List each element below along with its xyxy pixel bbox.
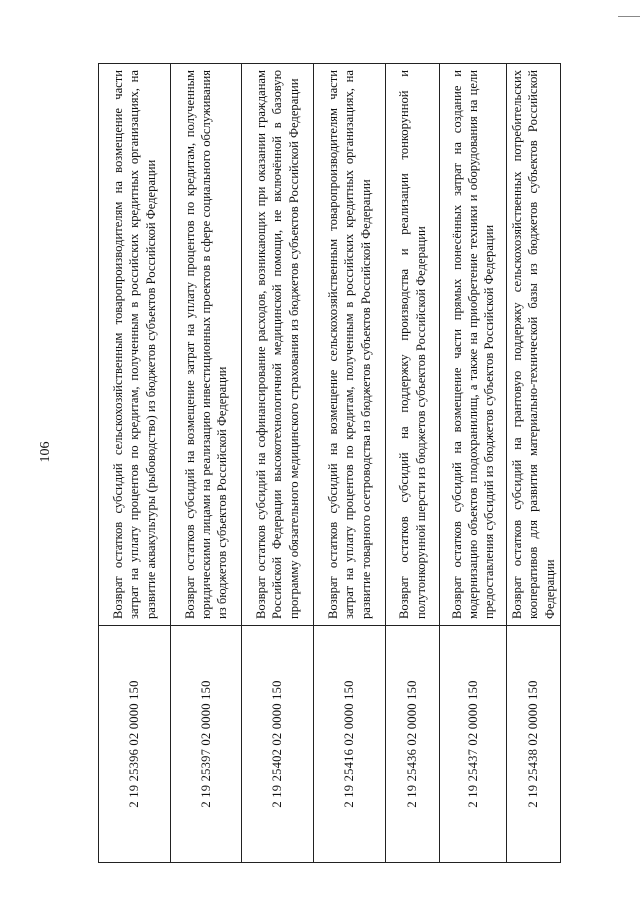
description-cell: Возврат остатков субсидий на грантовую поддержку сельскохозяйственных потребительских кооперативов для развития материально-технической базы из бюджетов субъектов Российской Федерации <box>507 64 561 626</box>
budget-code-cell: 2 19 25402 02 0000 150 <box>242 626 314 863</box>
table-row <box>314 64 386 863</box>
table-row <box>386 64 440 863</box>
table-row <box>507 64 561 863</box>
budget-code-cell: 2 19 25436 02 0000 150 <box>386 626 440 863</box>
budget-codes-table <box>98 63 561 863</box>
budget-code-cell: 2 19 25416 02 0000 150 <box>314 626 386 863</box>
description-cell: Возврат остатков субсидий на возмещение сельскохозяйственным товаропроизводителям части затрат на уплату процентов по кредитам, полученным в российских кредитных организациях, на развитие товарного осетроводства из бюджетов субъектов Российской Федерации <box>314 64 386 626</box>
page-number: 106 <box>38 441 53 463</box>
budget-code-cell: 2 19 25438 02 0000 150 <box>507 626 561 863</box>
rotated-table-wrapper <box>98 63 560 863</box>
description-cell: Возврат остатков субсидий на поддержку производства и реализации тонкорунной и полутонкорунной шерсти из бюджетов субъектов Российской Федерации <box>386 64 440 626</box>
description-cell: Возврат остатков субсидий сельскохозяйственным товаропроизводителям на возмещение части затрат на уплату процентов по кредитам, полученным в российских кредитных организациях, на развитие аквакультуры (рыбоводство) из бюджетов субъектов Российской Федерации <box>99 64 171 626</box>
budget-code-cell: 2 19 25396 02 0000 150 <box>99 626 171 863</box>
description-cell: Возврат остатков субсидий на возмещение затрат на уплату процентов по кредитам, полученным юридическими лицами на реализацию инвестиционных проектов в сфере социального обслуживания из бюджетов субъектов Российской Федерации <box>171 64 242 626</box>
description-cell: Возврат остатков субсидий на возмещение части прямых понесённых затрат на создание и модернизацию объектов плодохранилищ, а также на приобретение техники и оборудования на цели предоставления субсидий из бюджетов субъектов Российской Федерации <box>440 64 507 626</box>
budget-code-cell: 2 19 25437 02 0000 150 <box>440 626 507 863</box>
table-row <box>440 64 507 863</box>
budget-code-cell: 2 19 25397 02 0000 150 <box>171 626 242 863</box>
table-row <box>171 64 242 863</box>
corner-mark <box>618 16 640 17</box>
table-row <box>242 64 314 863</box>
description-cell: Возврат остатков субсидий на софинансирование расходов, возникающих при оказании гражданам Российской Федерации высокотехнологичной медицинской помощи, не включённой в базовую программу обязательного медицинского страхования из бюджетов субъектов Российской Федерации <box>242 64 314 626</box>
table-row <box>99 64 171 863</box>
